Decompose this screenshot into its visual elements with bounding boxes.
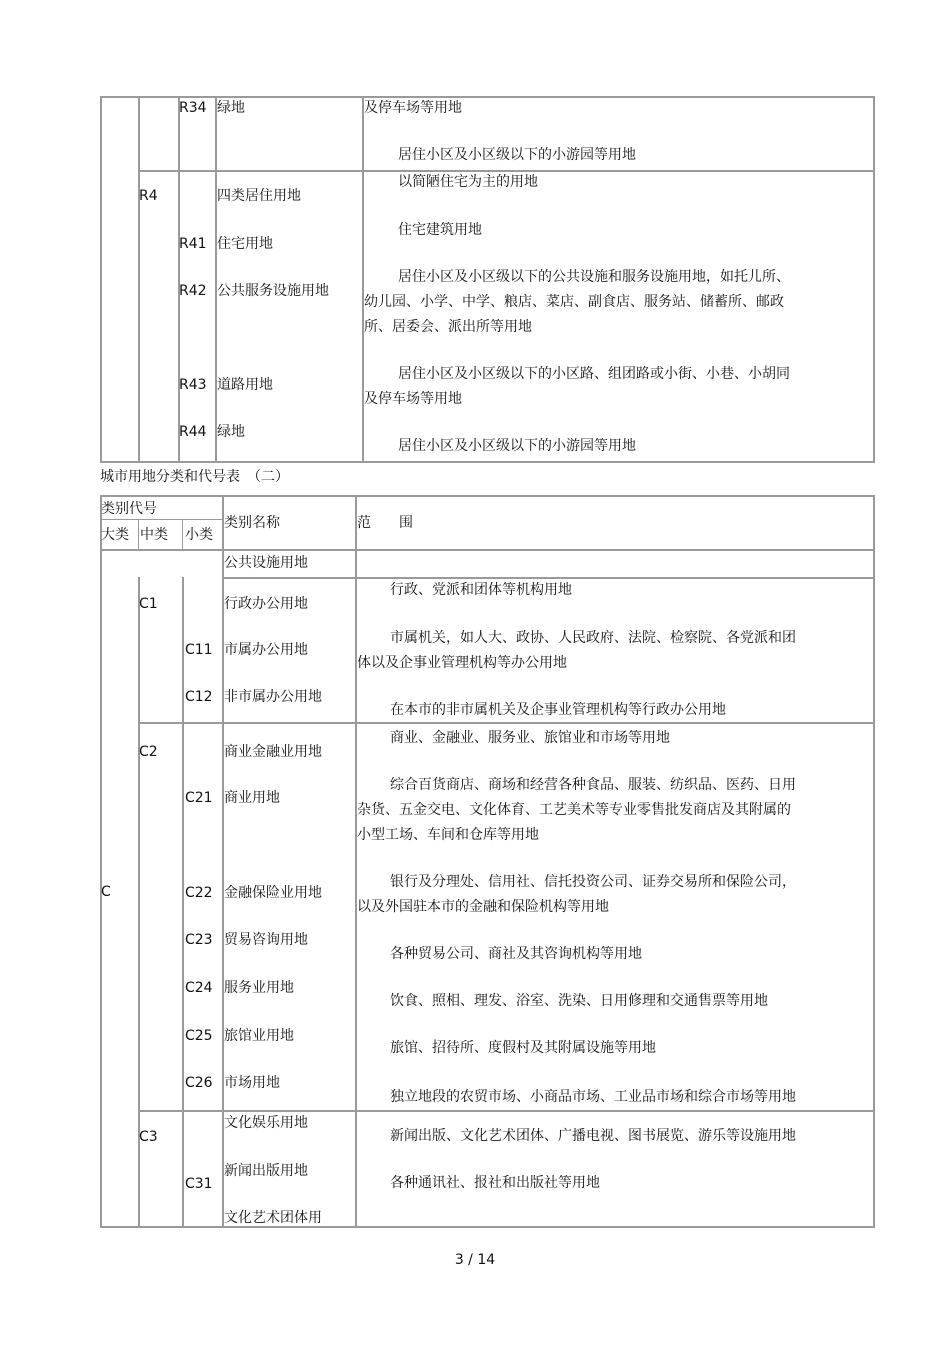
name-c23: 贸易咨询用地	[224, 932, 308, 948]
desc-r44: 居住小区及小区级以下的小游园等用地	[398, 438, 636, 454]
name-c25: 旅馆业用地	[224, 1028, 294, 1044]
name-c: 公共设施用地	[224, 555, 308, 571]
desc-c31: 各种通讯社、报社和出版社等用地	[390, 1175, 600, 1191]
desc-r43-line1: 居住小区及小区级以下的小区路、组团路或小街、小巷、小胡同	[398, 366, 790, 382]
code-r41: R41	[179, 236, 207, 252]
name-r4: 四类居住用地	[217, 188, 301, 204]
desc-r4: 以简陋住宅为主的用地	[398, 174, 538, 190]
name-r43: 道路用地	[217, 377, 273, 393]
desc-c11-line2: 体以及企事业管理机构等办公用地	[357, 655, 567, 671]
code-c25: C25	[185, 1028, 213, 1044]
name-c24: 服务业用地	[224, 980, 294, 996]
desc-r34: 居住小区及小区级以下的小游园等用地	[398, 147, 636, 163]
code-c: C	[101, 884, 111, 900]
desc-c22-line1: 银行及分理处、信用社、信托投资公司、证券交易所和保险公司，	[390, 874, 796, 890]
code-c31: C31	[185, 1176, 213, 1192]
desc-c21-line1: 综合百货商店、商场和经营各种食品、服装、纺织品、医药、日用	[390, 777, 796, 793]
name-r34: 绿地	[217, 100, 245, 116]
desc-c24: 饮食、照相、理发、浴室、洗染、日用修理和交通售票等用地	[390, 993, 768, 1009]
name-r42: 公共服务设施用地	[217, 283, 329, 299]
name-c12: 非市属办公用地	[224, 689, 322, 705]
name-c22: 金融保险业用地	[224, 885, 322, 901]
desc-c1: 行政、党派和团体等机构用地	[390, 582, 572, 598]
code-c24: C24	[185, 980, 213, 996]
desc-c21-line2: 杂货、五金交电、文化体育、工艺美术等专业零售批发商店及其附属的	[357, 802, 791, 818]
desc-r42-line2: 幼儿园、小学、中学、粮店、菜店、副食店、服务站、储蓄所、邮政	[364, 294, 784, 310]
name-c11: 市属办公用地	[224, 642, 308, 658]
code-c22: C22	[185, 885, 213, 901]
name-c2: 商业金融业用地	[224, 744, 322, 760]
desc-c2: 商业、金融业、服务业、旅馆业和市场等用地	[390, 730, 670, 746]
header-major: 大类	[101, 527, 129, 543]
desc-r34-cont: 及停车场等用地	[364, 100, 462, 116]
code-c12: C12	[185, 689, 213, 705]
desc-c25: 旅馆、招待所、度假村及其附属设施等用地	[390, 1040, 656, 1056]
code-c26: C26	[185, 1075, 213, 1091]
desc-c23: 各种贸易公司、商社及其咨询机构等用地	[390, 946, 642, 962]
code-r43: R43	[179, 377, 207, 393]
desc-c21-line3: 小型工场、车间和仓库等用地	[357, 827, 539, 843]
header-code: 类别代号	[101, 501, 157, 517]
desc-r43-line2: 及停车场等用地	[364, 391, 462, 407]
name-c31: 新闻出版用地	[224, 1163, 308, 1179]
code-c23: C23	[185, 932, 213, 948]
desc-c11-line1: 市属机关，如人大、政协、人民政府、法院、检察院、各党派和团	[390, 630, 796, 646]
header-name: 类别名称	[224, 515, 280, 531]
desc-c22-line2: 以及外国驻本市的金融和保险机构等用地	[357, 899, 609, 915]
code-r34: R34	[179, 100, 207, 116]
code-c2: C2	[139, 744, 158, 760]
desc-c26: 独立地段的农贸市场、小商品市场、工业品市场和综合市场等用地	[390, 1089, 796, 1105]
name-r44: 绿地	[217, 424, 245, 440]
name-r41: 住宅用地	[217, 236, 273, 252]
code-r44: R44	[179, 424, 207, 440]
code-c1: C1	[139, 596, 158, 612]
code-c11: C11	[185, 642, 213, 658]
code-r4: R4	[139, 188, 158, 204]
name-c1: 行政办公用地	[224, 596, 308, 612]
table2-title: 城市用地分类和代号表 （二）	[100, 469, 289, 485]
desc-c12: 在本市的非市属机关及企事业管理机构等行政办公用地	[390, 702, 726, 718]
header-scope: 范 围	[357, 515, 413, 531]
desc-r41: 住宅建筑用地	[398, 222, 482, 238]
code-c3: C3	[139, 1129, 158, 1145]
desc-c3: 新闻出版、文化艺术团体、广播电视、图书展览、游乐等设施用地	[390, 1128, 796, 1144]
header-minor: 小类	[185, 527, 213, 543]
header-mid: 中类	[140, 527, 168, 543]
desc-r42-line3: 所、居委会、派出所等用地	[364, 319, 532, 335]
code-c21: C21	[185, 790, 213, 806]
code-r42: R42	[179, 283, 207, 299]
name-c21: 商业用地	[224, 790, 280, 806]
name-c3: 文化娱乐用地	[224, 1115, 308, 1131]
name-c26: 市场用地	[224, 1075, 280, 1091]
desc-r42-line1: 居住小区及小区级以下的公共设施和服务设施用地，如托儿所、	[398, 269, 790, 285]
name-c32: 文化艺术团体用	[224, 1210, 322, 1226]
page-number: 3 / 14	[454, 1252, 496, 1268]
